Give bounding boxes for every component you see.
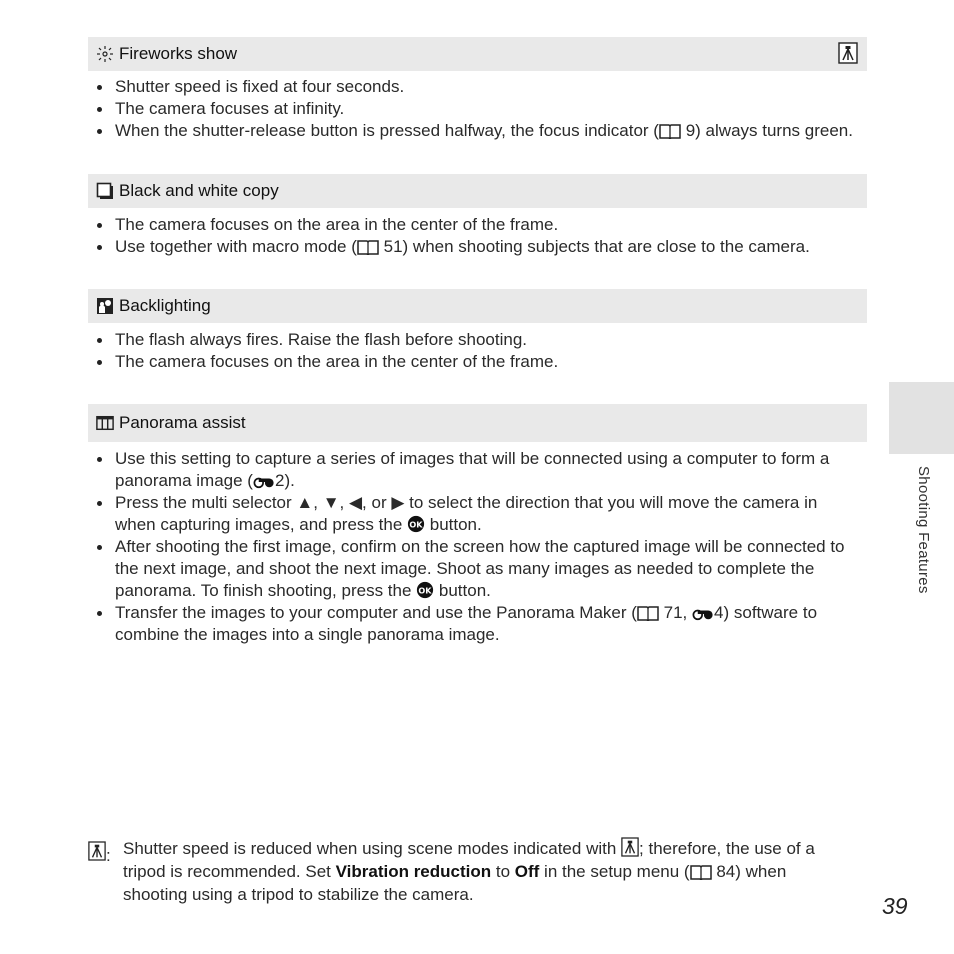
setting-value: Off	[514, 862, 540, 881]
book-icon	[357, 239, 379, 255]
list-item	[96, 120, 866, 142]
fireworks-icon	[96, 45, 114, 63]
section-title: Fireworks show	[119, 44, 238, 63]
tripod-icon	[88, 841, 106, 861]
book-icon	[637, 605, 659, 621]
tripod-icon	[621, 837, 639, 857]
tripod-icon	[838, 42, 858, 64]
text: button.	[425, 515, 482, 534]
text: :	[106, 846, 111, 865]
list-item	[96, 448, 861, 492]
text: When the shutter-release button is pressed halfway, the focus indicator (	[115, 121, 659, 140]
arrow-right-icon: ▶	[391, 493, 405, 512]
page-number: 39	[882, 893, 908, 919]
page-ref: 71,	[663, 603, 688, 622]
text: ,	[339, 493, 349, 512]
text: in the setup menu (	[539, 862, 690, 881]
footnote-text	[123, 837, 848, 906]
text: Shutter speed is reduced when using scene modes indicated with	[123, 839, 622, 858]
fireworks-list	[96, 76, 866, 142]
text: ; therefore, the use of a tripod is recommended. Set	[123, 839, 815, 881]
section-title: Black and white copy	[119, 181, 279, 200]
list-item	[96, 492, 861, 536]
text: to	[491, 862, 515, 881]
chapter-tab	[889, 382, 954, 454]
copy-icon	[96, 182, 114, 200]
list-item: The camera focuses at infinity.	[96, 98, 866, 120]
section-title: Panorama assist	[119, 413, 246, 432]
list-item: Shutter speed is fixed at four seconds.	[96, 76, 866, 98]
section-title: Backlighting	[119, 296, 211, 315]
panorama-icon	[96, 414, 114, 432]
list-item: The camera focuses on the area in the center of the frame.	[96, 214, 866, 236]
book-icon	[690, 864, 712, 880]
text: button.	[434, 581, 491, 600]
page-ref: 4	[714, 603, 724, 622]
arrow-left-icon: ◀	[348, 493, 363, 512]
text: to select the direction that you will move the camera in when capturing images, and press the	[115, 493, 818, 534]
list-item	[96, 536, 861, 602]
page-ref: 84	[716, 862, 736, 881]
book-icon	[659, 123, 681, 139]
text: Transfer the images to your computer and use the Panorama Maker (	[115, 603, 637, 622]
text: Use together with macro mode (	[115, 237, 357, 256]
bw-copy-list	[96, 214, 866, 258]
panorama-list	[96, 448, 861, 646]
text: ) when shooting subjects that are close to the camera.	[402, 237, 810, 256]
text: After shooting the first image, confirm on the screen how the captured image will be connected to the next image, and shoot the next image. Shoot as many images as needed to complete the panorama. To finish shooting, press the	[115, 537, 845, 600]
tripod-footnote	[88, 837, 848, 906]
section-header-backlighting	[88, 289, 867, 323]
arrow-up-icon: ▲	[296, 493, 314, 512]
tripod-note-mark	[88, 841, 111, 867]
chapter-label: Shooting Features	[915, 466, 932, 594]
backlighting-list	[96, 329, 866, 373]
reference-icon	[253, 475, 275, 489]
section-header-panorama	[88, 404, 867, 442]
section-header-fireworks	[88, 37, 867, 71]
text: , or	[362, 493, 392, 512]
list-item: The flash always fires. Raise the flash before shooting.	[96, 329, 866, 351]
page-ref: 9	[685, 121, 696, 140]
list-item: The camera focuses on the area in the center of the frame.	[96, 351, 866, 373]
backlighting-icon	[96, 297, 114, 315]
page-ref: 51	[383, 237, 403, 256]
setting-name: Vibration reduction	[335, 862, 492, 881]
ok-button-icon	[407, 515, 425, 533]
list-item	[96, 602, 861, 646]
section-header-bw-copy	[88, 174, 867, 208]
text: ) always turns green.	[695, 121, 853, 140]
text: Press the multi selector	[115, 493, 297, 512]
text: ) software to combine the images into a single panorama image.	[115, 603, 818, 644]
text: ,	[313, 493, 323, 512]
text: ) when shooting using a tripod to stabilize the camera.	[123, 862, 787, 904]
list-item	[96, 236, 866, 258]
arrow-down-icon: ▼	[322, 493, 340, 512]
reference-icon	[692, 607, 714, 621]
text: ).	[284, 471, 295, 490]
text: Use this setting to capture a series of images that will be connected using a computer to form a panorama image (	[115, 449, 830, 490]
ok-button-icon	[416, 581, 434, 599]
page-ref: 2	[274, 471, 285, 490]
